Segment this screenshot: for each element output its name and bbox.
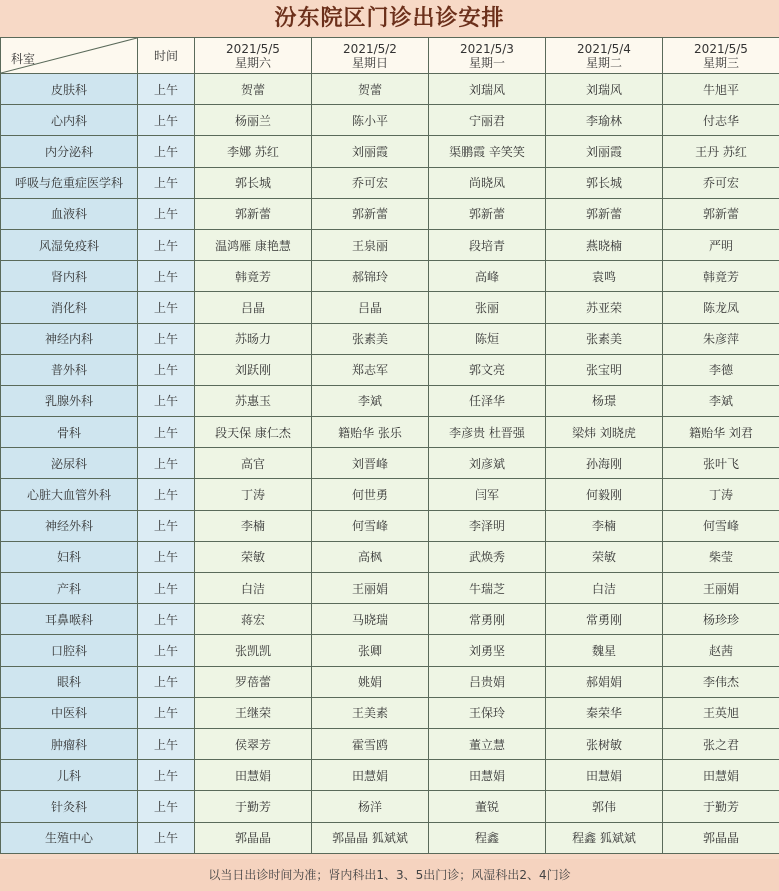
doctor-cell: 霍雪鸥 [312,728,429,759]
day-weekday: 星期六 [234,55,271,70]
doctor-cell: 郭长城 [546,167,663,198]
dept-cell: 口腔科 [1,635,138,666]
day-header [312,38,429,74]
doctor-cell: 李德 [663,354,779,385]
time-cell: 上午 [138,541,195,572]
doctor-cell: 张素美 [312,323,429,354]
doctor-cell: 丁涛 [663,479,779,510]
dept-cell: 心内科 [1,105,138,136]
dept-cell: 泌尿科 [1,448,138,479]
table-row [1,198,779,229]
doctor-cell: 刘彦斌 [429,448,546,479]
doctor-cell: 田慧娟 [312,760,429,791]
doctor-cell: 段天保 康仁杰 [195,417,312,448]
time-cell: 上午 [138,417,195,448]
dept-cell: 乳腺外科 [1,385,138,416]
doctor-cell: 严明 [663,229,779,260]
doctor-cell: 董立慧 [429,728,546,759]
table-row [1,261,779,292]
table-row [1,229,779,260]
time-cell: 上午 [138,604,195,635]
doctor-cell: 郑志军 [312,354,429,385]
doctor-cell: 李斌 [663,385,779,416]
table-row [1,417,779,448]
doctor-cell: 杨珍珍 [663,604,779,635]
doctor-cell: 刘丽霞 [312,136,429,167]
doctor-cell: 尚晓凤 [429,167,546,198]
dept-cell: 儿科 [1,760,138,791]
doctor-cell: 于勤芳 [663,791,779,822]
doctor-cell: 郝锦玲 [312,261,429,292]
doctor-cell: 温鸿雁 康艳慧 [195,229,312,260]
doctor-cell: 李斌 [312,385,429,416]
day-weekday: 星期日 [351,55,388,70]
time-cell: 上午 [138,74,195,105]
doctor-cell: 杨洋 [312,791,429,822]
doctor-cell: 吕贵娟 [429,666,546,697]
doctor-cell: 吕晶 [195,292,312,323]
dept-header [1,38,138,74]
day-date: 2021/5/2 [343,41,397,56]
table-row [1,105,779,136]
doctor-cell: 朱彦萍 [663,323,779,354]
doctor-cell: 燕晓楠 [546,229,663,260]
day-date: 2021/5/5 [694,41,748,56]
time-cell: 上午 [138,292,195,323]
doctor-cell: 刘丽霞 [546,136,663,167]
dept-cell: 骨科 [1,417,138,448]
doctor-cell: 苏旸力 [195,323,312,354]
doctor-cell: 武焕秀 [429,541,546,572]
doctor-cell: 王保玲 [429,697,546,728]
doctor-cell: 白洁 [195,573,312,604]
dept-cell: 消化科 [1,292,138,323]
doctor-cell: 刘瑞风 [546,74,663,105]
doctor-cell: 李瑜林 [546,105,663,136]
table-row [1,354,779,385]
table-row [1,385,779,416]
table-row [1,573,779,604]
table-row [1,136,779,167]
doctor-cell: 郭文亮 [429,354,546,385]
table-row [1,510,779,541]
doctor-cell: 贺蕾 [195,74,312,105]
doctor-cell: 王英旭 [663,697,779,728]
doctor-cell: 梁炜 刘晓虎 [546,417,663,448]
doctor-cell: 张宝明 [546,354,663,385]
doctor-cell: 何世勇 [312,479,429,510]
doctor-cell: 李楠 [195,510,312,541]
dept-cell: 风湿免疫科 [1,229,138,260]
dept-cell: 中医科 [1,697,138,728]
doctor-cell: 李泽明 [429,510,546,541]
doctor-cell: 何毅刚 [546,479,663,510]
day-weekday: 星期一 [468,55,505,70]
doctor-cell: 袁鸣 [546,261,663,292]
doctor-cell: 秦荣华 [546,697,663,728]
doctor-cell: 郭新蕾 [195,198,312,229]
doctor-cell: 程鑫 狐斌斌 [546,822,663,853]
doctor-cell: 闫军 [429,479,546,510]
doctor-cell: 苏惠玉 [195,385,312,416]
time-cell: 上午 [138,760,195,791]
doctor-cell: 籍贻华 刘君 [663,417,779,448]
table-row [1,666,779,697]
doctor-cell: 罗蓓蕾 [195,666,312,697]
doctor-cell: 何雪峰 [663,510,779,541]
doctor-cell: 董锐 [429,791,546,822]
time-cell: 上午 [138,323,195,354]
doctor-cell: 于勤芳 [195,791,312,822]
doctor-cell: 赵茜 [663,635,779,666]
doctor-cell: 孙海刚 [546,448,663,479]
doctor-cell: 田慧娟 [195,760,312,791]
dept-header-label: 科室 [11,52,36,66]
dept-cell: 神经外科 [1,510,138,541]
time-cell: 上午 [138,697,195,728]
doctor-cell: 郭晶晶 [195,822,312,853]
dept-cell: 肿瘤科 [1,728,138,759]
time-cell: 上午 [138,822,195,853]
doctor-cell: 白洁 [546,573,663,604]
time-cell: 上午 [138,198,195,229]
doctor-cell: 魏星 [546,635,663,666]
doctor-cell: 张卿 [312,635,429,666]
doctor-cell: 郭新蕾 [312,198,429,229]
time-cell: 上午 [138,479,195,510]
doctor-cell: 荣敏 [195,541,312,572]
table-row [1,479,779,510]
doctor-cell: 王泉丽 [312,229,429,260]
doctor-cell: 乔可宏 [663,167,779,198]
time-cell: 上午 [138,510,195,541]
doctor-cell: 杨丽兰 [195,105,312,136]
table-row [1,791,779,822]
doctor-cell: 宁丽君 [429,105,546,136]
doctor-cell: 蒋宏 [195,604,312,635]
doctor-cell: 郭晶晶 狐斌斌 [312,822,429,853]
doctor-cell: 郭新蕾 [429,198,546,229]
day-weekday: 星期二 [585,55,622,70]
doctor-cell: 张凯凯 [195,635,312,666]
doctor-cell: 张叶飞 [663,448,779,479]
table-row [1,635,779,666]
time-header: 时间 [138,38,195,74]
doctor-cell: 荣敏 [546,541,663,572]
doctor-cell: 李娜 苏红 [195,136,312,167]
doctor-cell: 王丽娟 [312,573,429,604]
doctor-cell: 张之君 [663,728,779,759]
doctor-cell: 牛瑞芝 [429,573,546,604]
table-row [1,167,779,198]
doctor-cell: 高枫 [312,541,429,572]
doctor-cell: 姚娟 [312,666,429,697]
doctor-cell: 郭晶晶 [663,822,779,853]
doctor-cell: 李楠 [546,510,663,541]
doctor-cell: 付志华 [663,105,779,136]
doctor-cell: 陈龙凤 [663,292,779,323]
doctor-cell: 牛旭平 [663,74,779,105]
time-cell: 上午 [138,728,195,759]
footer-note: 以当日出诊时间为准；肾内科出1、3、5出门诊；风湿科出2、4门诊 [0,859,779,891]
table-row [1,448,779,479]
doctor-cell: 马晓瑞 [312,604,429,635]
time-cell: 上午 [138,354,195,385]
header-row [1,38,779,74]
time-cell: 上午 [138,229,195,260]
doctor-cell: 杨璟 [546,385,663,416]
time-cell: 上午 [138,448,195,479]
doctor-cell: 常勇刚 [546,604,663,635]
time-cell: 上午 [138,573,195,604]
table-row [1,74,779,105]
table-row [1,604,779,635]
table-row [1,541,779,572]
doctor-cell: 任泽华 [429,385,546,416]
doctor-cell: 贺蕾 [312,74,429,105]
schedule-table [0,37,779,854]
doctor-cell: 吕晶 [312,292,429,323]
doctor-cell: 高官 [195,448,312,479]
dept-cell: 耳鼻喉科 [1,604,138,635]
time-cell: 上午 [138,105,195,136]
doctor-cell: 刘瑞风 [429,74,546,105]
doctor-cell: 常勇刚 [429,604,546,635]
doctor-cell: 王美素 [312,697,429,728]
doctor-cell: 乔可宏 [312,167,429,198]
doctor-cell: 张树敏 [546,728,663,759]
dept-cell: 生殖中心 [1,822,138,853]
table-row [1,822,779,853]
time-cell: 上午 [138,635,195,666]
doctor-cell: 李伟杰 [663,666,779,697]
time-cell: 上午 [138,791,195,822]
doctor-cell: 丁涛 [195,479,312,510]
doctor-cell: 刘勇坚 [429,635,546,666]
dept-cell: 妇科 [1,541,138,572]
dept-cell: 内分泌科 [1,136,138,167]
schedule-body [1,74,779,854]
dept-cell: 血液科 [1,198,138,229]
time-cell: 上午 [138,136,195,167]
doctor-cell: 田慧娟 [663,760,779,791]
doctor-cell: 李彦贵 杜晋强 [429,417,546,448]
day-header [429,38,546,74]
day-header [546,38,663,74]
table-row [1,728,779,759]
dept-cell: 眼科 [1,666,138,697]
time-cell: 上午 [138,167,195,198]
day-date: 2021/5/4 [577,41,631,56]
doctor-cell: 田慧娟 [429,760,546,791]
day-header [195,38,312,74]
doctor-cell: 柴莹 [663,541,779,572]
doctor-cell: 韩竟芳 [195,261,312,292]
table-row [1,760,779,791]
day-weekday: 星期三 [702,55,739,70]
doctor-cell: 陈烜 [429,323,546,354]
dept-cell: 肾内科 [1,261,138,292]
doctor-cell: 田慧娟 [546,760,663,791]
table-row [1,292,779,323]
table-row [1,323,779,354]
dept-cell: 普外科 [1,354,138,385]
doctor-cell: 段培青 [429,229,546,260]
day-date: 2021/5/5 [226,41,280,56]
doctor-cell: 郭新蕾 [663,198,779,229]
doctor-cell: 渠鹏霞 辛笑笑 [429,136,546,167]
doctor-cell: 籍贻华 张乐 [312,417,429,448]
doctor-cell: 郝娟娟 [546,666,663,697]
doctor-cell: 郭伟 [546,791,663,822]
time-cell: 上午 [138,385,195,416]
doctor-cell: 刘跃刚 [195,354,312,385]
day-header [663,38,779,74]
dept-cell: 针灸科 [1,791,138,822]
table-row [1,697,779,728]
doctor-cell: 刘晋峰 [312,448,429,479]
page-title: 汾东院区门诊出诊安排 [274,5,505,31]
doctor-cell: 程鑫 [429,822,546,853]
doctor-cell: 王继荣 [195,697,312,728]
doctor-cell: 何雪峰 [312,510,429,541]
doctor-cell: 郭长城 [195,167,312,198]
dept-cell: 呼吸与危重症医学科 [1,167,138,198]
doctor-cell: 王丽娟 [663,573,779,604]
doctor-cell: 苏亚荣 [546,292,663,323]
doctor-cell: 高峰 [429,261,546,292]
doctor-cell: 张素美 [546,323,663,354]
time-cell: 上午 [138,666,195,697]
dept-cell: 产科 [1,573,138,604]
doctor-cell: 王丹 苏红 [663,136,779,167]
doctor-cell: 张丽 [429,292,546,323]
dept-cell: 皮肤科 [1,74,138,105]
dept-cell: 心脏大血管外科 [1,479,138,510]
day-date: 2021/5/3 [460,41,514,56]
doctor-cell: 侯翠芳 [195,728,312,759]
dept-cell: 神经内科 [1,323,138,354]
doctor-cell: 陈小平 [312,105,429,136]
doctor-cell: 韩竟芳 [663,261,779,292]
doctor-cell: 郭新蕾 [546,198,663,229]
time-cell: 上午 [138,261,195,292]
